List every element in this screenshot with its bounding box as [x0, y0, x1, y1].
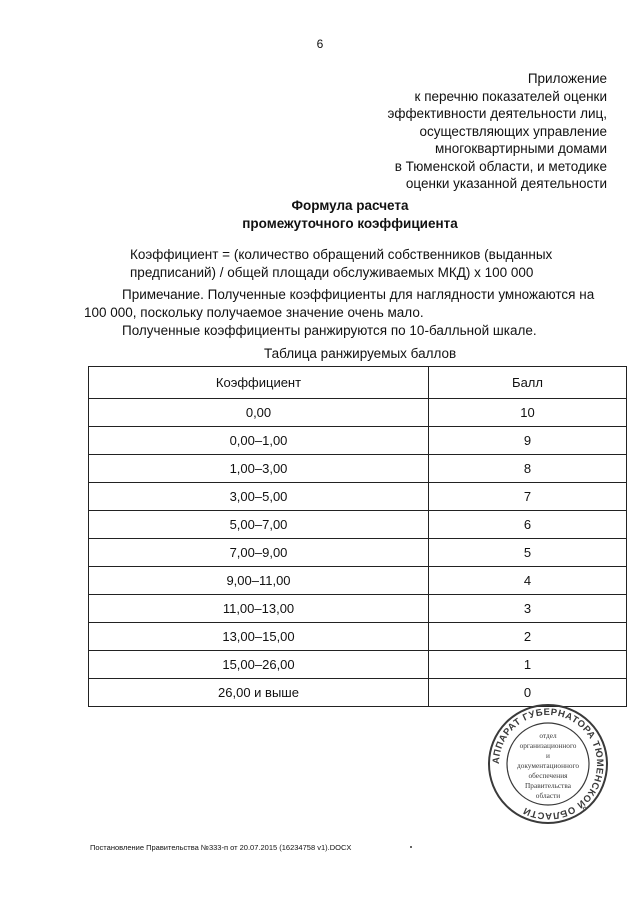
header-coefficient: Коэффициент	[89, 367, 429, 399]
coef-cell: 13,00–15,00	[89, 623, 429, 651]
coef-cell: 1,00–3,00	[89, 455, 429, 483]
appendix-line: эффективности деятельности лиц,	[387, 106, 607, 121]
ranking-text: Полученные коэффициенты ранжируются по 10-балльной шкале.	[122, 323, 537, 338]
formula-text: Коэффициент = (количество обращений собственников (выданных предписаний) / общей площади обслуживаемых МКД) х 100 000	[130, 247, 553, 280]
stamp-inner-line: области	[535, 791, 561, 800]
formula-title-line: промежуточного коэффициента	[242, 216, 458, 231]
appendix-line: осуществляющих управление	[419, 123, 607, 139]
appendix-line: оценки указанной деятельности	[405, 176, 607, 191]
table-row	[89, 595, 627, 623]
score-table	[88, 366, 627, 707]
table-row	[89, 399, 627, 427]
table-caption: Таблица ранжируемых баллов	[264, 346, 457, 361]
appendix-line: многоквартирными домами	[435, 141, 607, 156]
coef-cell: 0,00	[89, 399, 429, 427]
table-row	[89, 455, 627, 483]
score-cell: 1	[429, 651, 627, 679]
header-score: Балл	[429, 367, 627, 399]
score-cell: 7	[429, 483, 627, 511]
stamp-inner-line: отдел	[539, 731, 557, 740]
footer-filename: Постановление Правительства №333-п от 20.07.2015 (16234758 v1).DOCX	[90, 843, 352, 852]
table-header-row	[89, 367, 627, 399]
note-text: Примечание. Полученные коэффициенты для наглядности умножаются на 100 000, поскольку получаемое значение очень мало.	[84, 287, 595, 320]
coef-cell: 5,00–7,00	[89, 511, 429, 539]
coef-cell: 3,00–5,00	[89, 483, 429, 511]
appendix-line: к перечню показателей оценки	[414, 88, 607, 104]
table-row	[89, 511, 627, 539]
appendix-header	[307, 70, 607, 193]
score-cell: 10	[429, 399, 627, 427]
score-cell: 6	[429, 511, 627, 539]
coef-cell: 11,00–13,00	[89, 595, 429, 623]
stamp-outer-text: АППАРАТ ГУБЕРНАТОРА ТЮМЕНСКОЙ ОБЛАСТИ	[490, 706, 606, 822]
score-cell: 9	[429, 427, 627, 455]
coef-cell: 9,00–11,00	[89, 567, 429, 595]
coef-cell: 0,00–1,00	[89, 427, 429, 455]
table-row	[89, 651, 627, 679]
table-row	[89, 427, 627, 455]
scan-speck	[410, 846, 412, 848]
table-row	[89, 567, 627, 595]
page-number: 6	[316, 37, 324, 51]
appendix-line: в Тюменской области, и методике	[394, 158, 607, 174]
score-cell: 2	[429, 623, 627, 651]
stamp-inner-line: организационного	[519, 741, 577, 750]
table-row	[89, 483, 627, 511]
stamp-inner-line: обеспечения	[528, 771, 568, 780]
coef-cell: 7,00–9,00	[89, 539, 429, 567]
stamp-inner-line: Правительства	[525, 781, 571, 790]
score-cell: 3	[429, 595, 627, 623]
coef-cell: 15,00–26,00	[89, 651, 429, 679]
stamp-inner-line: документационного	[516, 761, 580, 770]
table-row	[89, 623, 627, 651]
formula-title-line: Формула расчета	[291, 198, 409, 213]
score-cell: 5	[429, 539, 627, 567]
table-row	[89, 539, 627, 567]
stamp-inner-line: и	[546, 751, 550, 760]
score-cell: 8	[429, 455, 627, 483]
official-stamp	[486, 702, 610, 826]
score-cell: 0	[429, 679, 627, 707]
coef-cell: 26,00 и выше	[89, 679, 429, 707]
appendix-line: Приложение	[527, 71, 607, 86]
formula-title	[0, 197, 640, 233]
score-cell: 4	[429, 567, 627, 595]
